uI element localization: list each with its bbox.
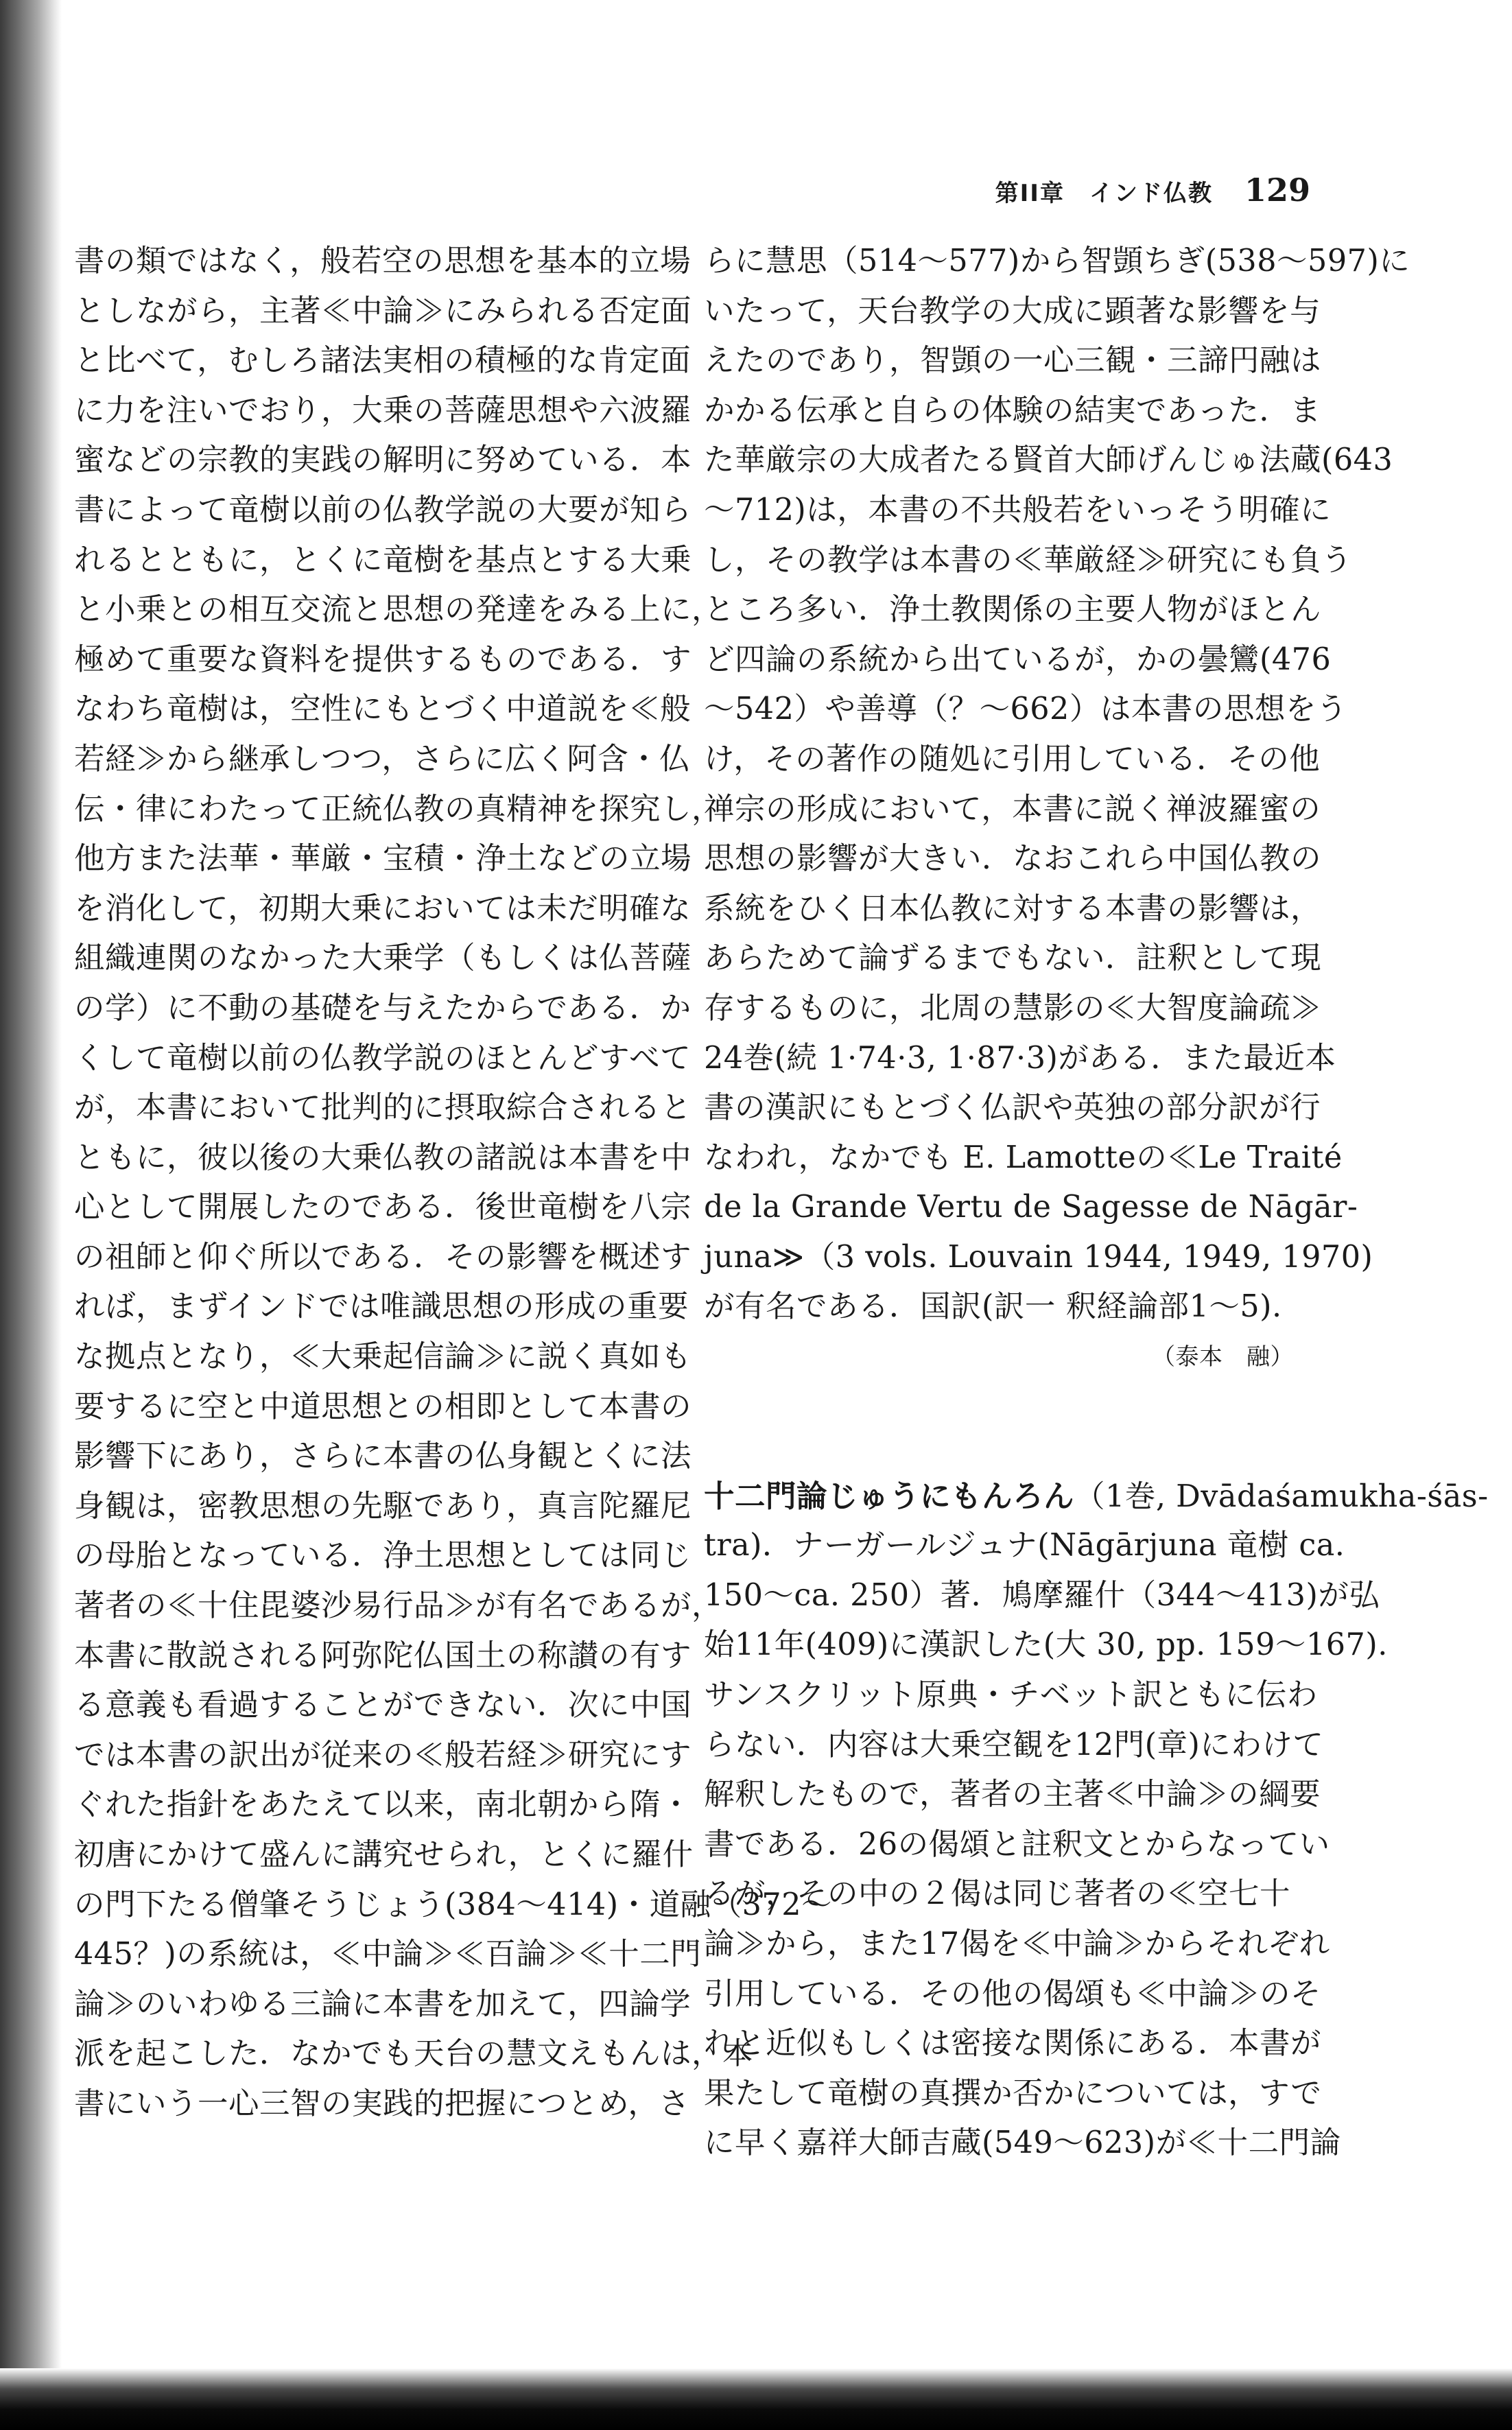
text-line: 書の類ではなく，般若空の思想を基本的立場	[74, 244, 692, 279]
entry-first-line	[704, 1472, 1489, 1522]
page-header	[926, 172, 1310, 220]
right-column	[704, 237, 1489, 2169]
text-line: あらためて論ずるまでもない．註釈として現	[704, 941, 1322, 976]
text-line: な拠点となり，≪大乗起信論≫に説く真如も	[74, 1339, 692, 1375]
entry-body	[704, 1521, 1388, 2169]
entry-gap	[704, 1382, 1301, 1472]
text-line: と小乗との相互交流と思想の発達をみる上に，	[74, 592, 723, 628]
text-line: らない．内容は大乗空観を12門(章)にわけて	[704, 1727, 1324, 1762]
text-line: 引用している．その他の偈頌も≪中論≫のそ	[704, 1976, 1322, 2012]
text-line: に力を注いでおり，大乗の菩薩思想や六波羅	[74, 392, 692, 428]
text-line: ど四論の系統から出ているが，かの曇鸞(476	[704, 641, 1332, 677]
right-column-text	[704, 237, 1410, 1332]
text-line: 伝・律にわたって正統仏教の真精神を探究し，	[74, 791, 723, 827]
text-line: なわち竜樹は，空性にもとづく中道説を≪般	[74, 692, 692, 727]
text-line: 本書に散説される阿弥陀仏国土の称讃の有す	[74, 1638, 692, 1673]
book-spine-shadow	[0, 0, 62, 2430]
text-line: 論≫から，また17偈を≪中論≫からそれぞれ	[704, 1926, 1330, 1961]
text-line: 書である．26の偈頌と註釈文とからなってい	[704, 1826, 1330, 1862]
text-line: de la Grande Vertu de Sagesse de Nāgār-	[704, 1190, 1358, 1225]
text-line: るが，その中の２偈は同じ著者の≪空七十	[704, 1876, 1291, 1912]
text-line: れるとともに，とくに竜樹を基点とする大乗	[74, 542, 692, 578]
text-line: る意義も看過することができない．次に中国	[74, 1688, 692, 1723]
text-line: 他方また法華・華厳・宝積・浄土などの立場	[74, 841, 692, 877]
text-line: 果たして竜樹の真撰か否かについては，すで	[704, 2075, 1322, 2111]
text-line: 445？)の系統は，≪中論≫≪百論≫≪十二門	[74, 1937, 702, 1972]
text-line: 要するに空と中道思想との相即として本書の	[74, 1389, 692, 1424]
text-line: の学）に不動の基礎を与えたからである．か	[74, 990, 692, 1026]
text-line: 禅宗の形成において，本書に説く禅波羅蜜の	[704, 791, 1321, 827]
text-line: 心として開展したのである．後世竜樹を八宗	[74, 1190, 692, 1225]
text-line: の母胎となっている．浄土思想としては同じ	[74, 1538, 692, 1574]
text-line: 始11年(409)に漢訳した(大 30, pp. 159～167).	[704, 1627, 1388, 1663]
text-line: 解釈したもので，著者の主著≪中論≫の綱要	[704, 1777, 1321, 1813]
text-line: 存するものに，北周の慧影の≪大智度論疏≫	[704, 990, 1322, 1026]
left-column	[74, 237, 833, 2130]
author-signature: （泰本 融）	[1152, 1343, 1294, 1371]
text-line: と比べて，むしろ諸法実相の積極的な肯定面	[74, 343, 692, 379]
text-line: ともに，彼以後の大乗仏教の諸説は本書を中	[74, 1140, 692, 1175]
text-line: 組織連関のなかった大乗学（もしくは仏菩薩	[74, 941, 692, 976]
text-line: らに慧思（514～577)から智顗ちぎ(538～597)に	[704, 244, 1410, 279]
text-line: 極めて重要な資料を提供するものである．す	[74, 641, 692, 677]
chapter-title: 第II章 インド仏教	[995, 180, 1213, 207]
text-line: 論≫のいわゆる三論に本書を加えて，四論学	[74, 1986, 692, 2022]
text-line: の門下たる僧肇そうじょう(384～414)・道融（372～	[74, 1887, 833, 1922]
text-line: juna≫（3 vols. Louvain 1944, 1949, 1970)	[704, 1239, 1373, 1275]
text-line: としながら，主著≪中論≫にみられる否定面	[74, 293, 692, 329]
text-line: 若経≫から継承しつつ，さらに広く阿含・仏	[74, 741, 691, 777]
text-line: なわれ，なかでも E. Lamotteの≪Le Traité	[704, 1140, 1343, 1175]
text-line: 影響下にあり，さらに本書の仏身観とくに法	[74, 1439, 692, 1474]
text-line: 初唐にかけて盛んに講究せられ，とくに羅什	[74, 1837, 694, 1872]
text-line: れば，まずインドでは唯識思想の形成の重要	[74, 1289, 689, 1325]
text-line: に早く嘉祥大師吉蔵(549～623)が≪十二門論	[704, 2125, 1341, 2161]
text-line: いたって，天台教学の大成に顕著な影響を与	[704, 293, 1321, 329]
text-line: では本書の訳出が従来の≪般若経≫研究にす	[74, 1737, 692, 1773]
text-line: 書によって竜樹以前の仏教学説の大要が知ら	[74, 492, 692, 528]
text-line: を消化して，初期大乗においては未だ明確な	[74, 890, 692, 926]
text-line: ～712)は，本書の不共般若をいっそう明確に	[704, 492, 1332, 528]
entry-headword: 十二門論じゅうにもんろん	[704, 1478, 1075, 1514]
text-line: 150～ca. 250）著．鳩摩羅什（344～413)が弘	[704, 1577, 1380, 1613]
text-line: 24巻(続 1·74·3, 1·87·3)がある．また最近本	[704, 1040, 1336, 1076]
text-line: け，その著作の随処に引用している．その他	[704, 741, 1321, 777]
text-line: 身観は，密教思想の先駆であり，真言陀羅尼	[74, 1488, 692, 1524]
text-line: 蜜などの宗教的実践の解明に努めている．本	[74, 443, 692, 478]
text-line: れと近似もしくは密接な関係にある．本書が	[704, 2026, 1322, 2062]
text-line: くして竜樹以前の仏教学説のほとんどすべて	[74, 1040, 692, 1076]
text-line: 系統をひく日本仏教に対する本書の影響は，	[704, 890, 1322, 926]
text-line: 著者の≪十住毘婆沙易行品≫が有名であるが，	[74, 1588, 723, 1624]
bottom-edge-shadow	[0, 2368, 1512, 2430]
text-line: ところ多い．浄土教関係の主要人物がほとん	[704, 592, 1322, 628]
text-line: の祖師と仰ぐ所以である．その影響を概述す	[74, 1239, 692, 1275]
text-line: た華厳宗の大成者たる賢首大師げんじゅ法蔵(643	[704, 443, 1393, 478]
text-line: 書の漢訳にもとづく仏訳や英独の部分訳が行	[704, 1090, 1321, 1126]
text-line: えたのであり，智顗の一心三観・三諦円融は	[704, 343, 1322, 379]
text-line: サンスクリット原典・チベット訳ともに伝わ	[704, 1677, 1318, 1713]
text-line: し，その教学は本書の≪華厳経≫研究にも負う	[704, 542, 1353, 578]
entry-first-line-text: （1巻, Dvādaśamukha-śās-	[1074, 1478, 1489, 1514]
text-line: が，本書において批判的に摂取綜合されると	[74, 1090, 692, 1126]
text-line: 派を起こした．なかでも天台の慧文えもんは，本	[74, 2036, 754, 2072]
page-number: 129	[1244, 172, 1310, 209]
text-line: が有名である．国訳(訳一 釈経論部1～5).	[704, 1289, 1282, 1325]
text-line: 書にいう一心三智の実践的把握につとめ，さ	[74, 2086, 690, 2121]
text-line: かかる伝承と自らの体験の結実であった．ま	[704, 392, 1321, 428]
text-line: ～542）や善導（？～662）は本書の思想をう	[704, 692, 1347, 727]
text-line: ぐれた指針をあたえて以来，南北朝から隋・	[74, 1787, 692, 1823]
text-line: 思想の影響が大きい．なおこれら中国仏教の	[704, 841, 1322, 877]
text-line: tra)．ナーガールジュナ(Nāgārjuna 竜樹 ca.	[704, 1528, 1345, 1564]
